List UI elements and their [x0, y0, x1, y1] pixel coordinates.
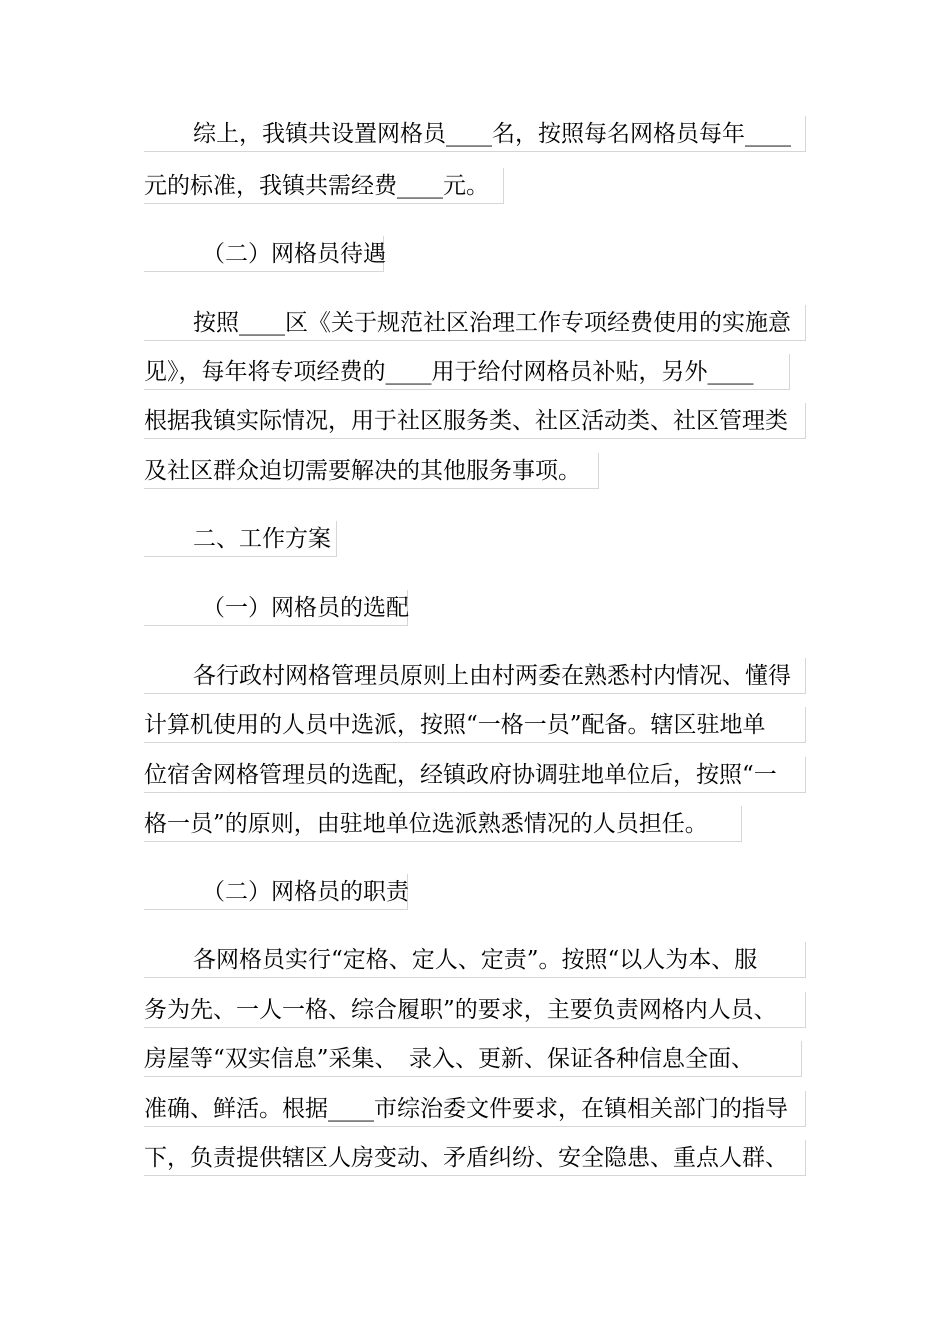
- text-line-17: 房屋等“双实信息”采集、 录入、更新、保证各种信息全面、: [144, 1041, 802, 1077]
- text-line-12: 位宿舍网格管理员的选配，经镇政府协调驻地单位后，按照“一: [144, 757, 806, 793]
- text-line-6: 根据我镇实际情况，用于社区服务类、社区活动类、社区管理类: [144, 403, 806, 439]
- text-line-13: 格一员”的原则，由驻地单位选派熟悉情况的人员担任。: [144, 806, 742, 842]
- section-heading-duties: （二）网格员的职责: [144, 874, 408, 910]
- text-line-10: 各行政村网格管理员原则上由村两委在熟悉村内情况、懂得: [144, 658, 806, 694]
- text-line-18: 准确、鲜活。根据____市综治委文件要求，在镇相关部门的指导: [144, 1091, 806, 1127]
- text-line-7: 及社区群众迫切需要解决的其他服务事项。: [144, 453, 599, 489]
- text-line-4: 按照____区《关于规范社区治理工作专项经费使用的实施意: [144, 305, 806, 341]
- text-line-16: 务为先、一人一格、综合履职”的要求，主要负责网格内人员、: [144, 992, 806, 1028]
- text-line-2: 元的标准，我镇共需经费____元。: [144, 168, 504, 204]
- section-heading-selection: （一）网格员的选配: [144, 590, 408, 626]
- section-heading-treatment: （二）网格员待遇: [144, 236, 384, 272]
- text-line-5: 见》，每年将专项经费的____用于给付网格员补贴，另外____: [144, 354, 790, 390]
- text-line-15: 各网格员实行“定格、定人、定责”。按照“以人为本、服: [144, 942, 806, 978]
- section-heading-work-plan: 二、工作方案: [144, 521, 337, 557]
- text-line-11: 计算机使用的人员中选派，按照“一格一员”配备。辖区驻地单: [144, 707, 806, 743]
- text-line-19: 下，负责提供辖区人房变动、矛盾纠纷、安全隐患、重点人群、: [144, 1140, 806, 1176]
- text-line-1: 综上，我镇共设置网格员____名，按照每名网格员每年____: [144, 116, 806, 152]
